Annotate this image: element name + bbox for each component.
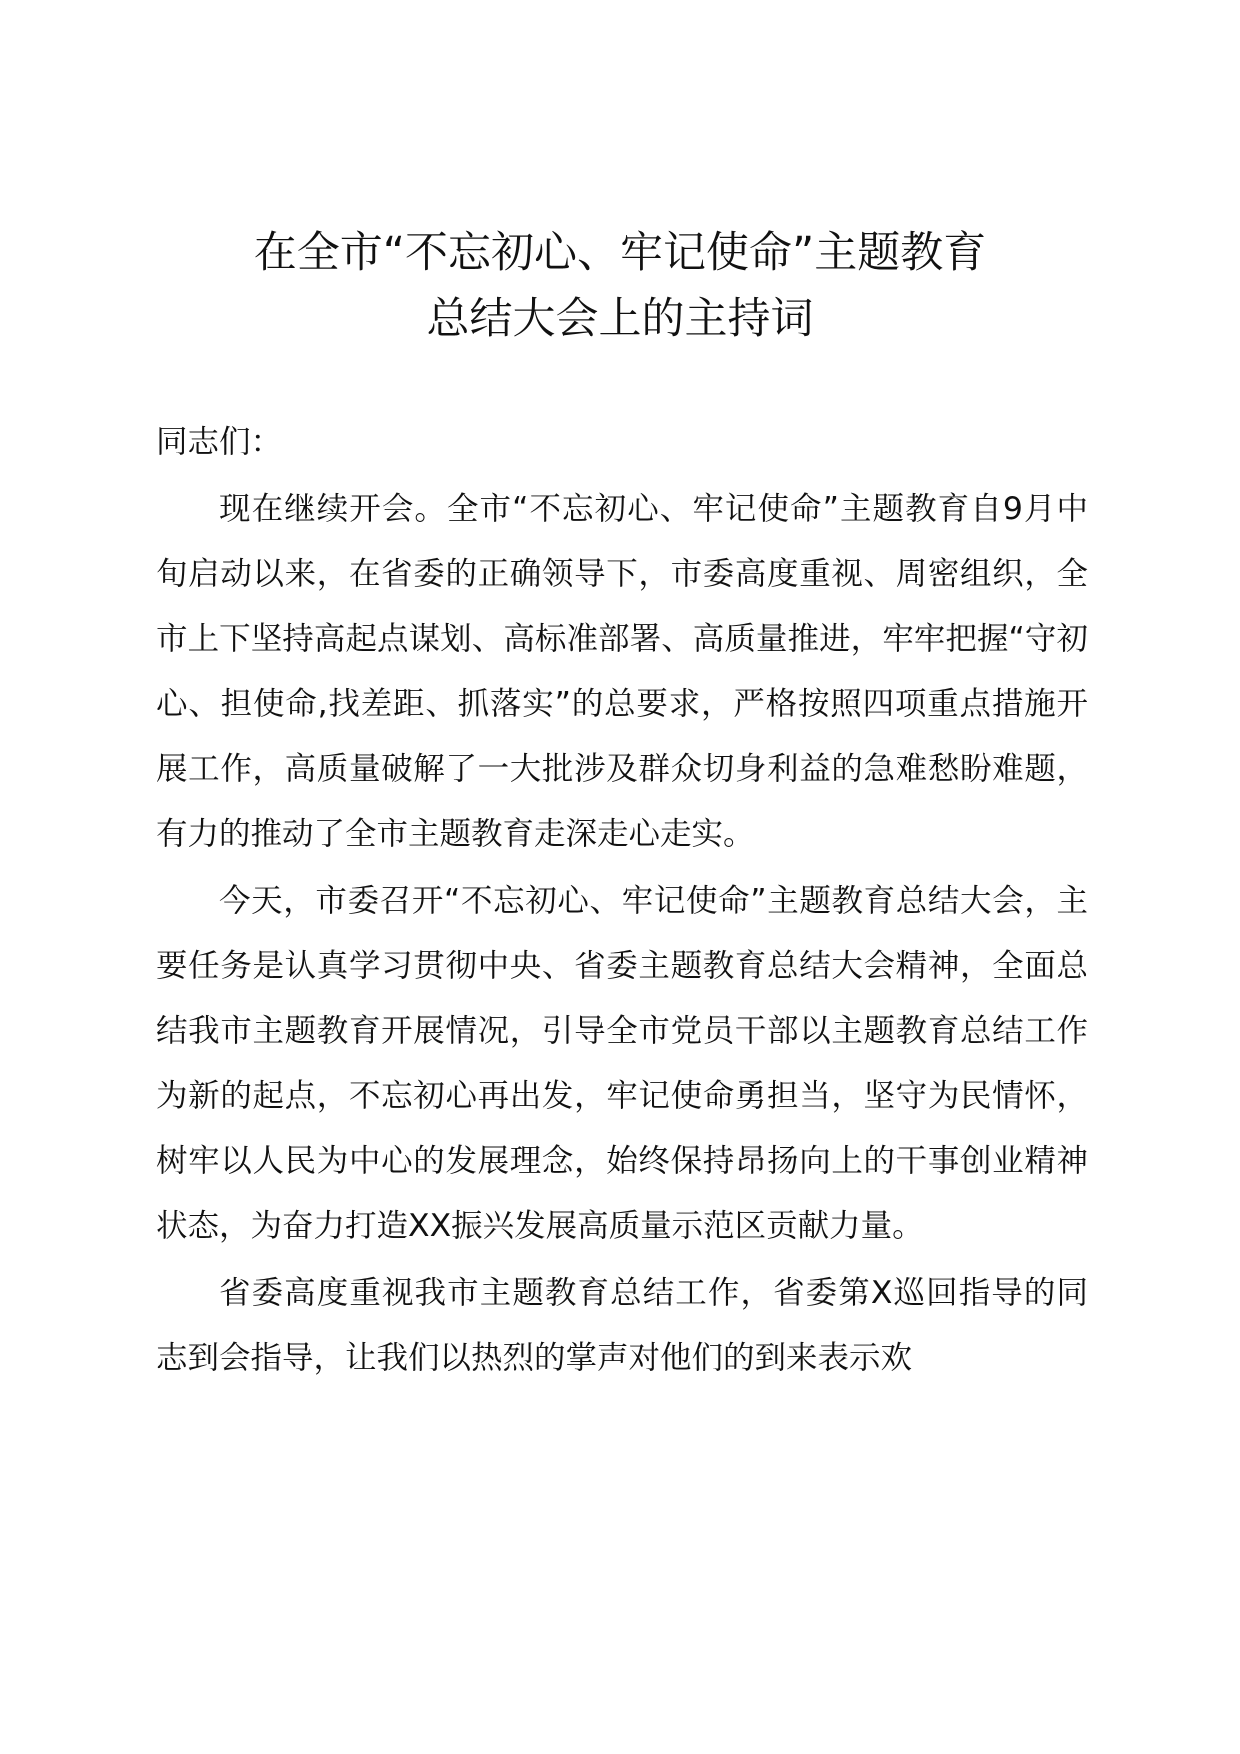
paragraph-3: 省委高度重视我市主题教育总结工作，省委第X巡回指导的同志到会指导，让我们以热烈的掌声对他们的到来表示欢 [156,1275,1088,1376]
document-title [150,220,1090,352]
salutation: 同志们： [156,424,283,460]
document-body [156,410,1088,1393]
title-line-2: 总结大会上的主持词 [426,294,814,344]
paragraph-2: 今天，市委召开“不忘初心、牢记使命”主题教育总结大会，主要任务是认真学习贯彻中央、省委主题教育总结大会精神，全面总结我市主题教育开展情况，引导全市党员干部以主题教育总结工作为新的起点，不忘初心再出发，牢记使命勇担当，坚守为民情怀，树牢以人民为中心的发展理念，始终保持昂扬向上的干事创业精神状态，为奋力打造XX振兴发展高质量示范区贡献力量。 [156,883,1088,1244]
paragraph-1: 现在继续开会。全市“不忘初心、牢记使命”主题教育自9月中旬启动以来，在省委的正确领导下，市委高度重视、周密组织，全市上下坚持高起点谋划、高标准部署、高质量推进，牢牢把握“守初心、担使命,找差距、抓落实”的总要求，严格按照四项重点措施开展工作，高质量破解了一大批涉及群众切身利益的急难愁盼难题，有力的推动了全市主题教育走深走心走实。 [156,491,1088,852]
title-line-1: 在全市“不忘初心、牢记使命”主题教育 [253,228,987,278]
